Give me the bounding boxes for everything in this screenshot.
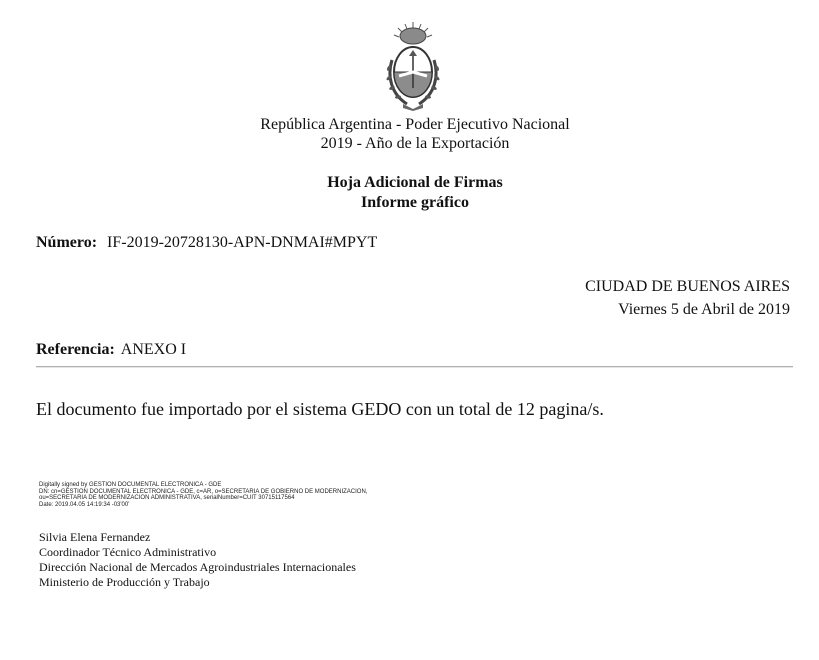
signer-block xyxy=(39,530,356,590)
separator-rule xyxy=(36,366,793,368)
coat-of-arms-icon xyxy=(383,20,443,112)
signature-line-2: DN: cn=GESTION DOCUMENTAL ELECTRONICA - GDE, c=AR, o=SECRETARIA DE GOBIERNO DE MODERNIZACION, xyxy=(39,488,368,495)
body-text: El documento fue importado por el sistema GEDO con un total de 12 pagina/s. xyxy=(36,399,604,419)
signer-office: Dirección Nacional de Mercados Agroindustriales Internacionales xyxy=(39,560,356,574)
numero-label: Número: xyxy=(36,234,98,251)
signature-line-3: ou=SECRETARIA DE MODERNIZACION ADMINISTRATIVA, serialNumber=CUIT 30715117564 xyxy=(39,495,295,501)
digital-signature-block xyxy=(39,482,367,508)
signer-position: Coordinador Técnico Administrativo xyxy=(39,545,217,559)
numero-value: IF-2019-20728130-APN-DNMAI#MPYT xyxy=(107,234,378,251)
document-title: Hoja Adicional de Firmas xyxy=(327,174,503,191)
referencia-label: Referencia: xyxy=(36,341,115,358)
referencia-row xyxy=(36,340,186,359)
signer-name: Silvia Elena Fernandez xyxy=(39,530,151,544)
referencia-value: ANEXO I xyxy=(120,341,187,358)
signature-line-1: Digitally signed by GESTION DOCUMENTAL ELECTRONICA - GDE xyxy=(39,482,222,488)
header-line-1: República Argentina - Poder Ejecutivo Nacional xyxy=(260,116,570,133)
header-line-2: 2019 - Año de la Exportación xyxy=(320,135,510,152)
document-subtitle: Informe gráfico xyxy=(361,194,469,211)
signer-ministry: Ministerio de Producción y Trabajo xyxy=(39,575,210,589)
city: CIUDAD DE BUENOS AIRES xyxy=(585,278,790,295)
signature-line-4: Date: 2019.04.05 14:19:34 -03'00' xyxy=(39,501,130,508)
numero-row xyxy=(36,233,377,252)
document-date: Viernes 5 de Abril de 2019 xyxy=(618,301,790,318)
